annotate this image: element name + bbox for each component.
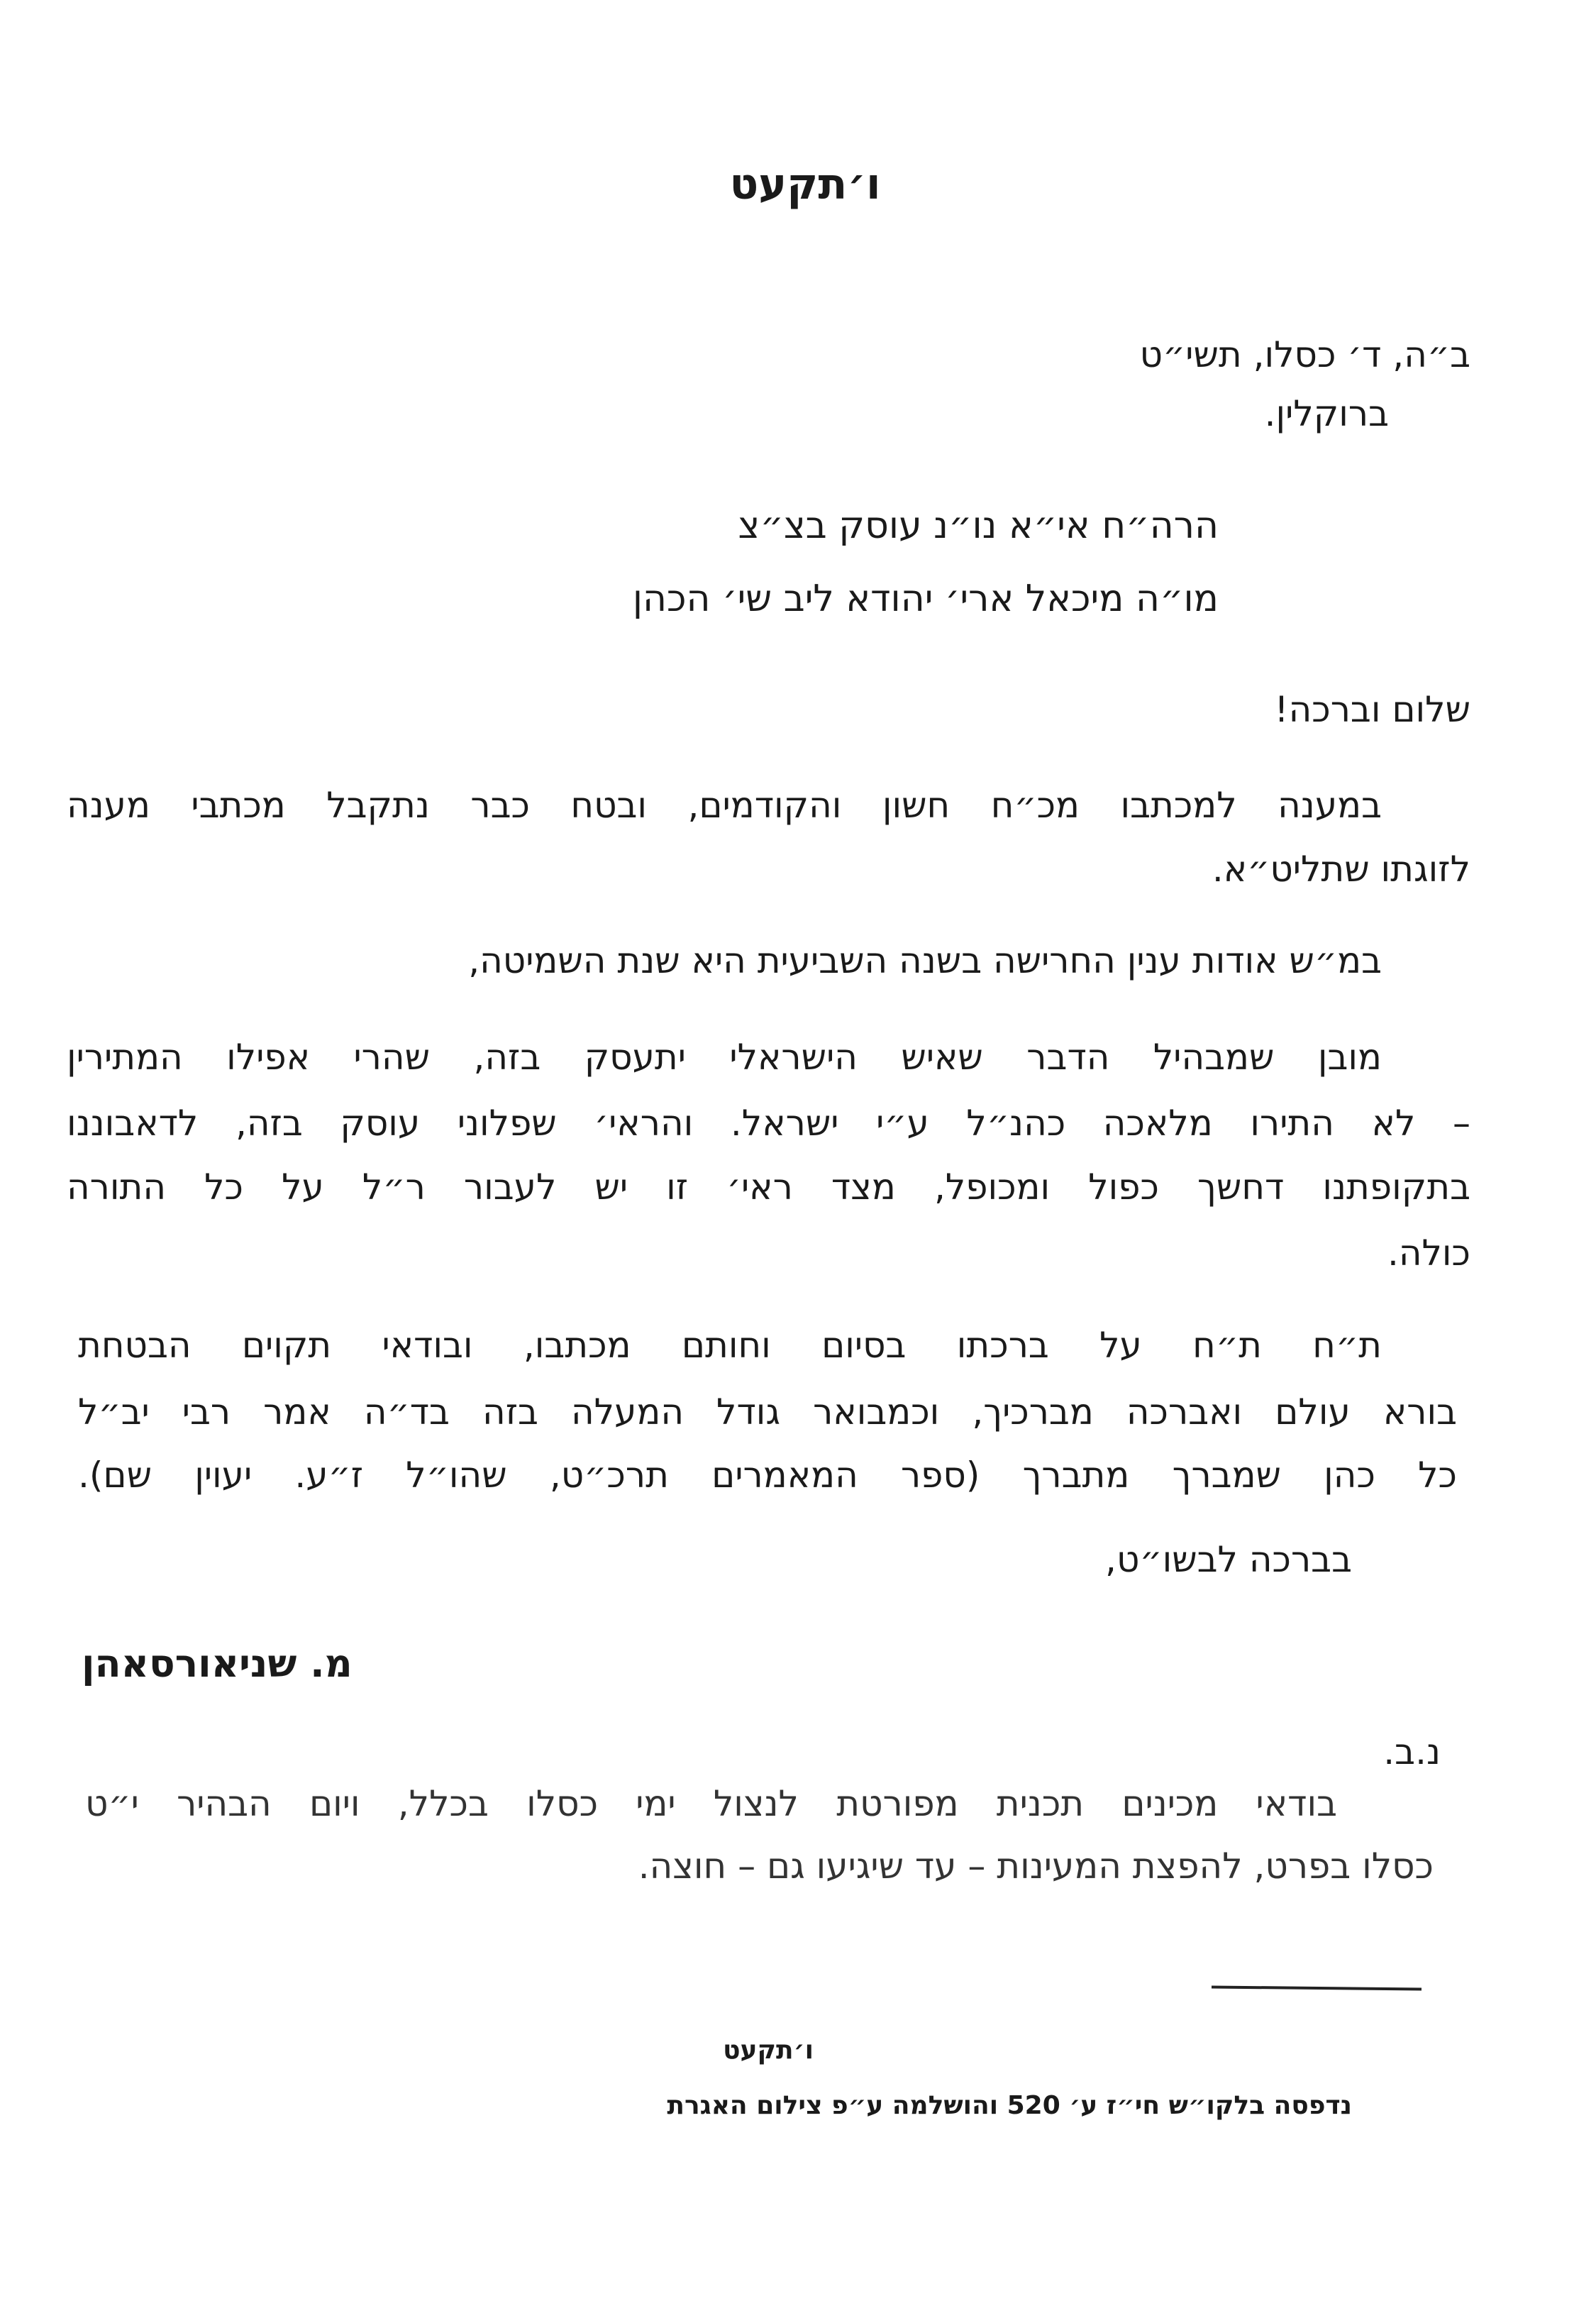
paragraph-4-line-1: ת״ח ת״ח על ברכתו בסיום וחותם מכתבו, ובודאי תקוים הבטחת xyxy=(78,1325,1382,1366)
paragraph-2-line-1: במ״ש אודות ענין החרישה בשנה השביעית היא שנת השמיטה, xyxy=(468,940,1382,981)
letter-number-title: ו׳תקעט xyxy=(729,160,881,209)
closing: בברכה לבשו״ט, xyxy=(1105,1539,1352,1580)
place: ברוקלין. xyxy=(1264,393,1389,434)
paragraph-3-line-4: כולה. xyxy=(1387,1232,1470,1274)
paragraph-4-line-2: בורא עולם ואברכה מברכיך, וכמבואר גודל המעלה בזה בד״ה אמר רבי יב״ל xyxy=(78,1391,1457,1433)
paragraph-4-line-3: כל כהן שמברך מתברך (ספר המאמרים תרכ״ט, שהו״ל ז״ע. יעוין שם). xyxy=(78,1455,1457,1496)
paragraph-3-line-2: – לא התירו מלאכה כהנ״ל ע״י ישראל. והראי׳ שפלוני עוסק בזה, לדאבוננו xyxy=(67,1103,1470,1144)
paragraph-1-line-2: לזוגתו שתליט״א. xyxy=(1212,849,1470,890)
paragraph-3-line-1: מובן שמבהיל הדבר שאיש הישראלי יתעסק בזה, שהרי אפילו המתירין xyxy=(67,1037,1382,1078)
footnote-divider xyxy=(1212,1985,1422,1990)
ps-line-2: כסלו בפרט, להפצת המעינות – עד שיגיעו גם – חוצה. xyxy=(638,1846,1434,1887)
footer-letter-number: ו׳תקעט xyxy=(723,2036,814,2065)
greeting: שלום וברכה! xyxy=(1274,689,1470,730)
addressee-line-2: מו״ה מיכאל ארי׳ יהודא ליב שי׳ הכהן xyxy=(632,578,1219,620)
paragraph-3-line-3: בתקופתנו דחשך כפול ומכופל, מצד ראי׳ זו יש לעבור ר״ל על כל התורה xyxy=(67,1166,1470,1208)
signature: מ. שניאורסאהן xyxy=(82,1641,353,1686)
ps-line-1: בודאי מכינים תכנית מפורטת לנצול ימי כסלו בכלל, ויום הבהיר י״ט xyxy=(85,1783,1337,1824)
ps-label: נ.ב. xyxy=(1383,1731,1441,1772)
addressee-line-1: הרה״ח אי״א נו״נ עוסק בצ״צ xyxy=(738,504,1219,547)
paragraph-1-line-1: במענה למכתבו מכ״ח חשון והקודמים, ובטח כבר נתקבל מכתבי מענה xyxy=(67,785,1382,826)
date-line: ב״ה, ד׳ כסלו, תשי״ט xyxy=(1139,334,1470,375)
footer-source-note: נדפסה בלקו״ש חי״ז ע׳ 520 והושלמה ע״פ צילום האגרת xyxy=(667,2091,1352,2120)
